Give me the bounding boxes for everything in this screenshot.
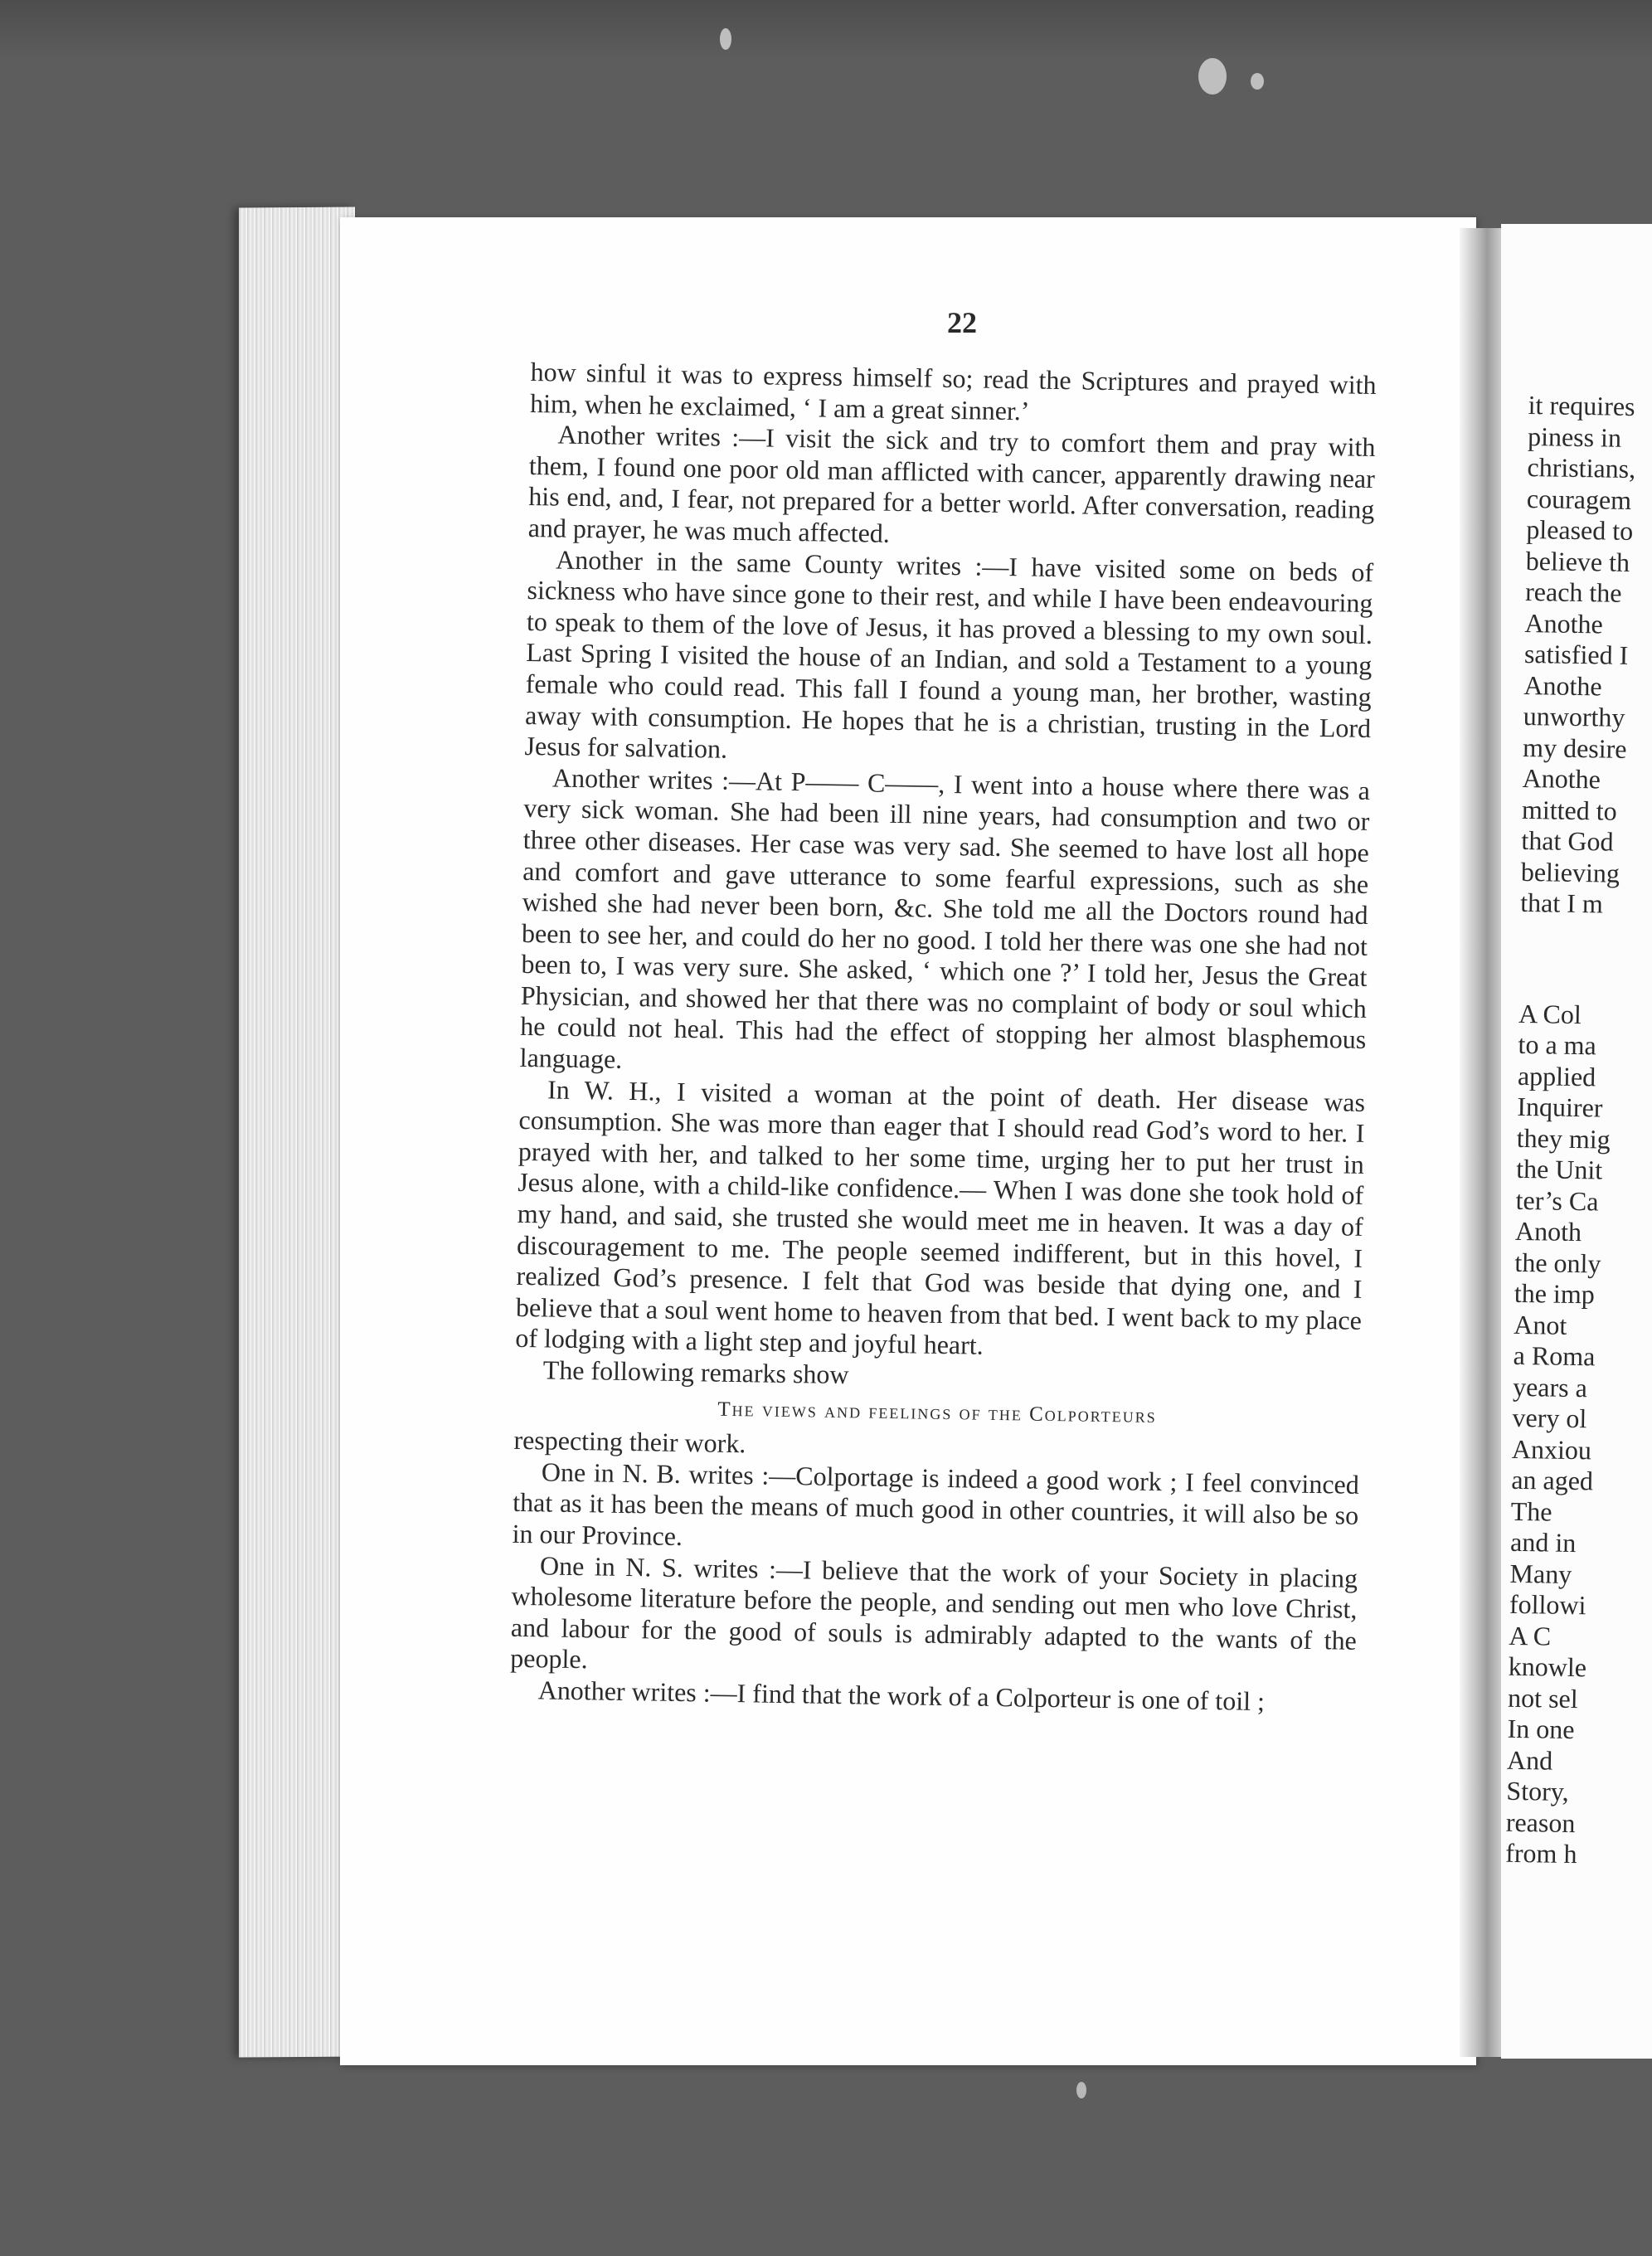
paragraph: Another writes :—I visit the sick and try to comfort them and pray with them, I found one poor old man afflicted with cancer, apparently drawing near his end, and, I fear, not prepared for a better world. After conversation, reading and prayer, he was much affected. bbox=[527, 419, 1376, 548]
cropped-line: Anoth bbox=[1514, 1215, 1582, 1247]
cropped-line: that God bbox=[1521, 824, 1614, 857]
dust-speck bbox=[1076, 2082, 1086, 2098]
paragraph: Another writes :—At P—— C——, I went into a house where there was a very sick woman. She had been ill nine years, had consumption and two or three other diseases. Her case was very sad. She seemed to have lost all hope and comfort and gave utterance to some fearful expressions, such as she wished she had never been born, &c. She told me all the Doctors round had been to see her, and could do her no good. I told her there was one she had not been to, I was very sure. She asked, ‘ which one ?’ I told her, Jesus the Great Physician, and showed her that there was no complaint of body or soul which he could not heal. This had the effect of stopping her almost blasphemous language. bbox=[519, 762, 1371, 1074]
cropped-line: from h bbox=[1505, 1837, 1577, 1869]
left-page-body-text bbox=[509, 357, 1376, 1719]
dust-speck bbox=[720, 28, 731, 50]
cropped-line: years a bbox=[1512, 1371, 1588, 1403]
dust-speck bbox=[1251, 73, 1264, 90]
right-page-cropped-text bbox=[1505, 390, 1652, 1871]
cropped-line: they mig bbox=[1516, 1122, 1611, 1155]
cropped-line: that I m bbox=[1520, 887, 1604, 919]
cropped-line: mitted to bbox=[1521, 794, 1617, 826]
cropped-line: A Col bbox=[1518, 998, 1582, 1029]
cropped-line: ter’s Ca bbox=[1515, 1184, 1599, 1216]
cropped-line: Anxiou bbox=[1511, 1433, 1592, 1465]
paragraph: The following remarks show bbox=[542, 1354, 849, 1390]
cropped-line: and in bbox=[1509, 1526, 1577, 1558]
cropped-line: piness in bbox=[1527, 421, 1622, 453]
cropped-line: reach the bbox=[1524, 576, 1622, 608]
cropped-line: knowle bbox=[1508, 1651, 1587, 1683]
cropped-line: the Unit bbox=[1515, 1153, 1603, 1185]
cropped-line: The bbox=[1510, 1495, 1552, 1527]
cropped-line: Anot bbox=[1514, 1309, 1567, 1340]
cropped-line: the only bbox=[1514, 1247, 1601, 1279]
cropped-line: A C bbox=[1509, 1620, 1552, 1651]
section-gap bbox=[1518, 918, 1652, 1000]
cropped-line: it requires bbox=[1528, 390, 1635, 422]
cropped-line: a Roma bbox=[1513, 1340, 1596, 1372]
book-page-edges bbox=[239, 207, 355, 2058]
cropped-line: believing bbox=[1520, 856, 1620, 888]
cropped-line: followi bbox=[1509, 1588, 1586, 1621]
paragraph: Another writes :—I find that the work of a Colporteur is one of toil ; bbox=[537, 1675, 1266, 1717]
paragraph: how sinful it was to express himself so; read the Scriptures and prayed with him, when he exclaimed, ‘ I am a great sinner.’ bbox=[529, 357, 1377, 426]
cropped-line: not sel bbox=[1507, 1682, 1578, 1714]
cropped-line: an aged bbox=[1511, 1464, 1594, 1496]
cropped-line: Anothe bbox=[1524, 607, 1604, 639]
page-number: 22 bbox=[947, 306, 977, 339]
cropped-line: Anothe bbox=[1522, 762, 1601, 795]
cropped-line: Inquirer bbox=[1517, 1091, 1603, 1123]
cropped-line: believe th bbox=[1525, 545, 1630, 577]
cropped-line: Many bbox=[1509, 1558, 1572, 1589]
paragraph: One in N. S. writes :—I believe that the work of your Society in placing wholesome literature before the people, and sending out men who love Christ, and labour for the good of souls is admirably adapted to the wants of the people. bbox=[510, 1549, 1358, 1675]
cropped-line: pleased to bbox=[1526, 513, 1634, 547]
paragraph: In W. H., I visited a woman at the point of death. Her disease was consumption. She was more than eager that I should read God’s word to her. I prayed with her, and talked to her some time, urging her to put her trust in Jesus alone, with a child-like confidence.— When I was done she took hold of my hand, and said, she trusted she would meet me in heaven. It was a day of discouragement to me. The people seemed indifferent, but in this hovel, I realized God’s presence. I felt that God was beside that dying one, and I believe that a soul went home to heaven from that bed. I went back to my place of lodging with a light step and joyful heart. bbox=[515, 1074, 1366, 1361]
paragraph: Another in the same County writes :—I have visited some on beds of sickness who have since gone to their rest, and while I have been endeavouring to speak to them of the love of Jesus, it has proved a blessing to my own soul. Last Spring I visited the house of an Indian, and sold a Testament to a young female who could read. This fall I found a young man, her brother, wasting away with consumption. He hopes that he is a christian, trusting in the Lord Jesus for salvation. bbox=[524, 544, 1374, 764]
cropped-line: satisfied I bbox=[1523, 638, 1629, 670]
cropped-line: to a ma bbox=[1518, 1028, 1597, 1061]
cropped-line: And bbox=[1506, 1744, 1553, 1776]
paragraph: One in N. B. writes :—Colportage is indeed a good work ; I feel convinced that as it has been the means of much good in other countries, it will also be so in our Province. bbox=[512, 1456, 1360, 1552]
cropped-line: Story, bbox=[1506, 1775, 1570, 1806]
cropped-line: my desire bbox=[1522, 732, 1627, 764]
cropped-line: unworthy bbox=[1523, 700, 1625, 732]
cropped-line: reason bbox=[1505, 1806, 1576, 1838]
cropped-line: In one bbox=[1507, 1713, 1575, 1745]
cropped-line: couragem bbox=[1526, 483, 1632, 515]
cropped-line: applied bbox=[1517, 1060, 1596, 1092]
scanner-background bbox=[0, 0, 1652, 58]
dust-speck bbox=[1198, 58, 1227, 95]
cropped-line: Anothe bbox=[1523, 669, 1602, 701]
paragraph: respecting their work. bbox=[513, 1425, 746, 1459]
cropped-line: christians, bbox=[1527, 451, 1636, 484]
cropped-line: the imp bbox=[1514, 1277, 1596, 1310]
section-heading: The views and feelings of the Colporteurs bbox=[717, 1398, 1157, 1427]
cropped-line: very ol bbox=[1512, 1402, 1587, 1434]
